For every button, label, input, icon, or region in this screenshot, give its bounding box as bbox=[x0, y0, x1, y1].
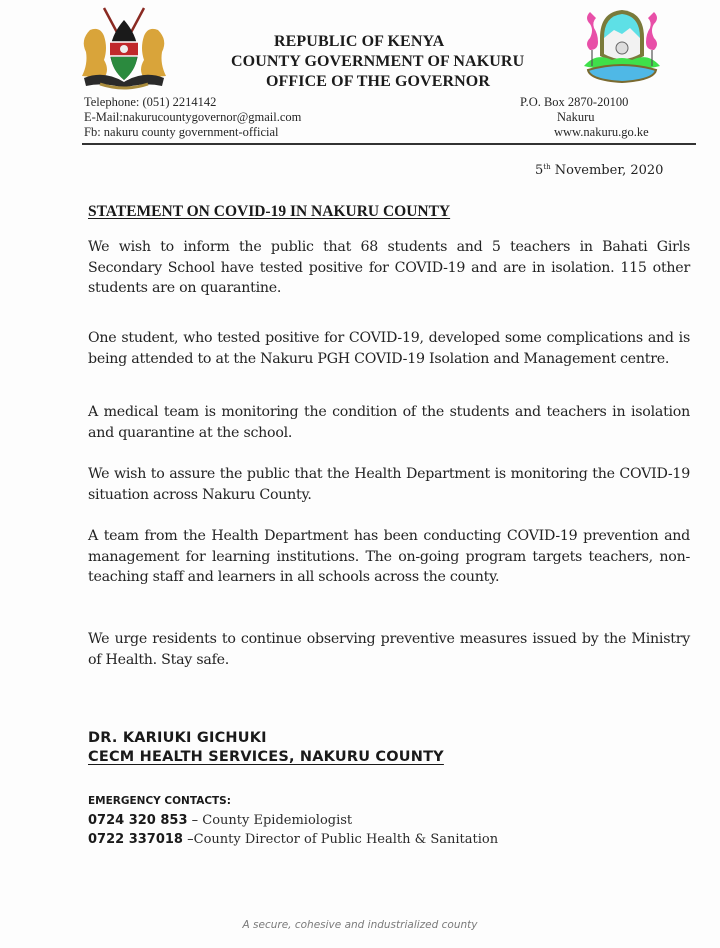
nakuru-county-emblem-icon bbox=[576, 4, 668, 84]
facebook-text: Fb: nakuru county government-official bbox=[84, 125, 279, 139]
contact-role: County Epidemiologist bbox=[202, 813, 353, 828]
paragraph: One student, who tested positive for COVID-19, developed some complications and is being attended to at the Nakuru PGH COVID-19 Isolation and Management centre. bbox=[88, 330, 690, 367]
emergency-contact-row bbox=[88, 813, 352, 828]
po-box-text: P.O. Box 2870-20100 bbox=[520, 95, 629, 109]
email-text: E-Mail:nakurucountygovernor@gmail.com bbox=[84, 110, 302, 124]
county-motto: A secure, cohesive and industrialized county bbox=[242, 919, 478, 931]
signatory-name: DR. KARIUKI GICHUKI bbox=[88, 730, 267, 746]
contact-role: County Director of Public Health & Sanitation bbox=[193, 832, 499, 847]
paragraph: A team from the Health Department has been conducting COVID-19 prevention and management for learning institutions. The on-going program targets teachers, non-teaching staff and learners in all schools across the county. bbox=[88, 528, 690, 585]
paragraph: A medical team is monitoring the condition of the students and teachers in isolation and quarantine at the school. bbox=[88, 404, 690, 441]
date-suffix: th bbox=[543, 163, 551, 171]
contact-number: 0722 337018 bbox=[88, 832, 183, 847]
date-day: 5 bbox=[535, 163, 544, 178]
signatory-title: CECM HEALTH SERVICES, NAKURU COUNTY bbox=[88, 749, 444, 765]
contact-separator: – bbox=[182, 832, 194, 847]
header-county-government: COUNTY GOVERNMENT OF NAKURU bbox=[231, 53, 525, 70]
emergency-contacts-label: EMERGENCY CONTACTS: bbox=[88, 795, 231, 807]
paragraph: We urge residents to continue observing preventive measures issued by the Ministry of Health. Stay safe. bbox=[88, 631, 690, 668]
header-office: OFFICE OF THE GOVERNOR bbox=[266, 73, 490, 90]
website-text: www.nakuru.go.ke bbox=[554, 125, 649, 139]
town-text: Nakuru bbox=[557, 110, 595, 124]
statement-title: STATEMENT ON COVID-19 IN NAKURU COUNTY bbox=[88, 203, 451, 220]
date-rest: November, 2020 bbox=[550, 163, 664, 178]
paragraph: We wish to inform the public that 68 students and 5 teachers in Bahati Girls Secondary School have tested positive for COVID-19 and are in isolation. 115 other students are on quarantine. bbox=[88, 239, 690, 296]
telephone-text: Telephone: (051) 2214142 bbox=[84, 95, 217, 109]
emergency-contact-row bbox=[88, 832, 498, 847]
header-divider bbox=[82, 143, 696, 145]
paragraph: We wish to assure the public that the Health Department is monitoring the COVID-19 situation across Nakuru County. bbox=[88, 466, 690, 503]
contact-number: 0724 320 853 bbox=[88, 813, 188, 828]
letter-date bbox=[535, 163, 663, 178]
header-republic: REPUBLIC OF KENYA bbox=[274, 33, 445, 50]
contact-separator: – bbox=[187, 813, 203, 828]
kenya-coat-of-arms-icon bbox=[74, 4, 174, 90]
